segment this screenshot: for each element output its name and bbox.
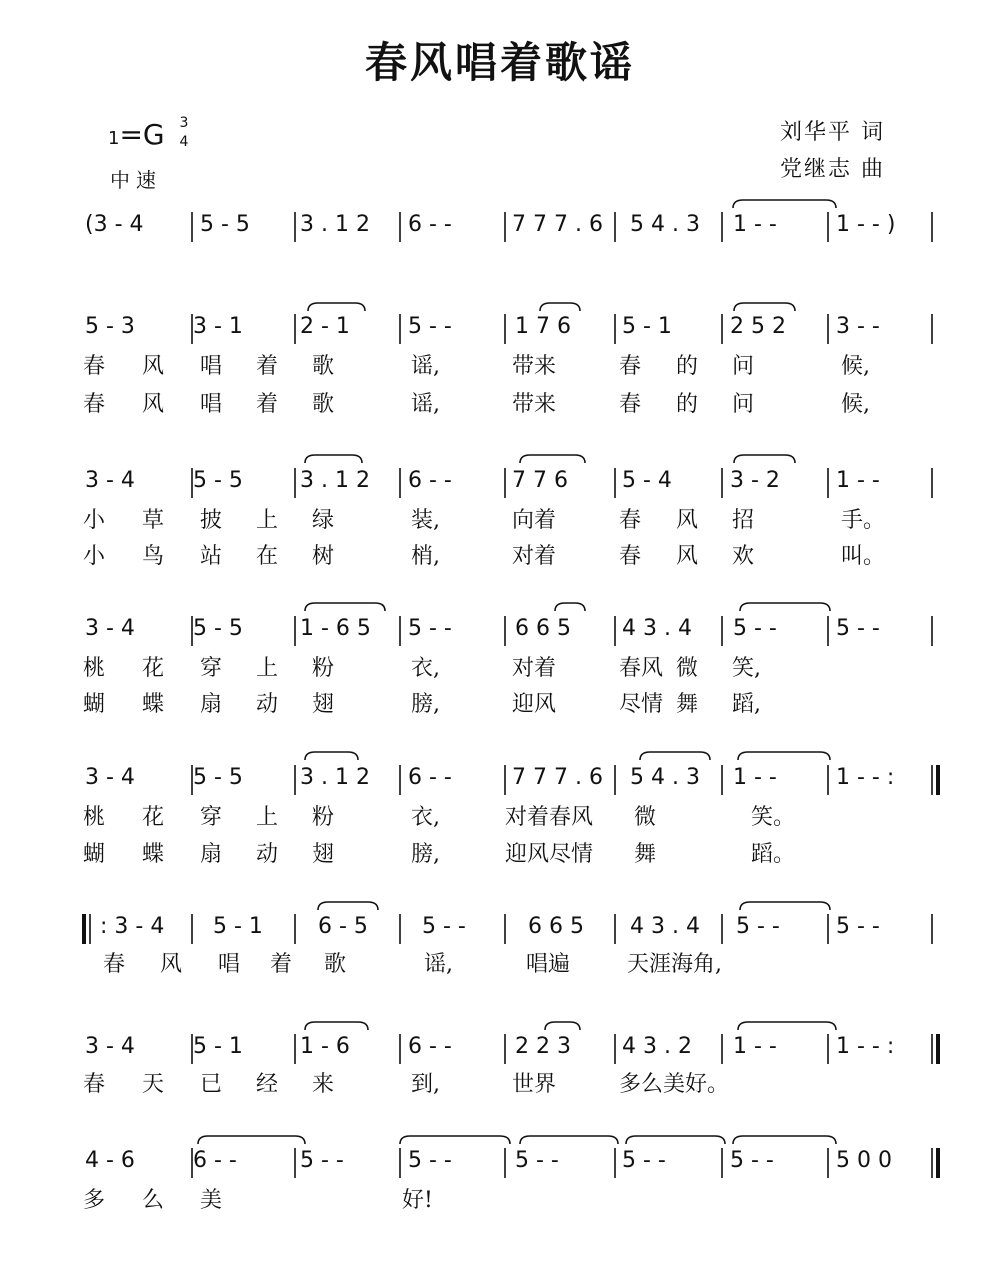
measure: 2 5 2 [730, 314, 786, 339]
lyric-word: 扇 [200, 692, 223, 717]
lyric-word: 春风 [619, 656, 664, 681]
lyric-word: 多么美好。 [619, 1072, 730, 1097]
lyric-word: 翅 [312, 842, 335, 867]
lyric-word: 唱 [200, 354, 223, 379]
time-signature-top: 3 [179, 115, 189, 131]
measure: 5 - - [300, 1148, 344, 1173]
measure: 4 3 . 2 [622, 1034, 692, 1059]
measure: (3 - 4 [85, 212, 144, 237]
lyric-word: 向着 [512, 508, 557, 533]
measure: 6 - 5 [318, 914, 368, 939]
measure: 5 - 5 [193, 765, 243, 790]
measure: : 3 - 4 [100, 914, 165, 939]
measure: 5 - 5 [200, 212, 250, 237]
measure: 5 - 4 [622, 468, 672, 493]
lyric-word: 着 [256, 354, 279, 379]
lyric-word: 花 [142, 656, 165, 681]
lyric-word: 迎风 [512, 692, 557, 717]
measure: 5 - - [422, 914, 466, 939]
measure: 5 - 5 [193, 616, 243, 641]
measure: 5 0 0 [836, 1148, 892, 1173]
measure: 3 . 1 2 [300, 765, 370, 790]
lyric-word: 歌 [324, 952, 347, 977]
lyric-word: 在 [256, 544, 279, 569]
lyric-word: 叫。 [841, 544, 886, 569]
key-name: =G [119, 118, 165, 151]
measure: 4 - 6 [85, 1148, 135, 1173]
lyric-word: 世界 [512, 1072, 557, 1097]
tempo-marking: 中速 [110, 168, 162, 192]
measure: 1 - - [836, 468, 880, 493]
measure: 6 - - [408, 468, 452, 493]
measure: 1 - - [733, 765, 777, 790]
lyric-word: 蹈。 [751, 842, 796, 867]
measure: 3 - 4 [85, 1034, 135, 1059]
lyric-word: 欢 [732, 544, 755, 569]
measure: 5 - 1 [193, 1034, 243, 1059]
lyric-word: 天涯海角, [627, 952, 722, 977]
measure: 5 4 . 3 [630, 212, 700, 237]
lyric-word: 粉 [312, 805, 335, 830]
lyric-word: 鸟 [142, 544, 165, 569]
lyric-word: 谣, [424, 952, 453, 977]
measure: 6 - - [193, 1148, 237, 1173]
measure: 4 3 . 4 [622, 616, 692, 641]
lyric-word: 带来 [512, 392, 557, 417]
measure: 4 3 . 4 [630, 914, 700, 939]
time-signature-bottom: 4 [179, 134, 189, 150]
lyric-word: 穿 [200, 805, 223, 830]
lyric-word: 好! [402, 1188, 433, 1213]
lyric-word: 到, [411, 1072, 440, 1097]
measure: 5 - - [836, 914, 880, 939]
lyric-word: 上 [256, 508, 279, 533]
lyric-word: 对着 [512, 544, 557, 569]
lyric-word: 候, [841, 392, 870, 417]
lyric-word: 膀, [411, 842, 440, 867]
measure: 5 - - [408, 314, 452, 339]
measure: 6 6 5 [515, 616, 571, 641]
slur [305, 752, 358, 760]
measure: 5 - - [736, 914, 780, 939]
slur [318, 902, 378, 910]
slur [545, 1022, 580, 1030]
lyric-word: 多 [83, 1188, 106, 1213]
measure: 1 - - [733, 1034, 777, 1059]
measure: 7 7 7 . 6 [512, 212, 603, 237]
lyric-word: 风 [676, 544, 699, 569]
measure: 1 - - : [836, 1034, 895, 1059]
measure: 1 - - [733, 212, 777, 237]
slur [305, 603, 385, 611]
lyric-word: 桃 [83, 805, 106, 830]
measure: 3 - 2 [730, 468, 780, 493]
slur [305, 1022, 368, 1030]
slur [733, 200, 836, 208]
slur [305, 455, 362, 463]
measure: 3 - 4 [85, 765, 135, 790]
lyric-word: 扇 [200, 842, 223, 867]
measure: 5 - - [408, 1148, 452, 1173]
measure: 1 - - : [836, 765, 895, 790]
lyric-word: 舞 [676, 692, 699, 717]
lyric-word: 风 [160, 952, 183, 977]
lyric-word: 对着 [512, 656, 557, 681]
lyric-word: 蝴 [83, 692, 106, 717]
lyric-word: 披 [200, 508, 223, 533]
lyric-word: 蝶 [142, 842, 165, 867]
lyric-word: 春 [619, 392, 642, 417]
measure: 5 - - [836, 616, 880, 641]
lyric-word: 美 [200, 1188, 223, 1213]
lyric-word: 唱遍 [526, 952, 571, 977]
slur [555, 603, 585, 611]
lyric-word: 绿 [312, 508, 335, 533]
lyric-word: 膀, [411, 692, 440, 717]
lyric-word: 歌 [312, 392, 335, 417]
lyric-word: 已 [200, 1072, 223, 1097]
measure: 7 7 7 . 6 [512, 765, 603, 790]
lyric-word: 蝴 [83, 842, 106, 867]
lyric-word: 春 [83, 392, 106, 417]
measure: 3 - 4 [85, 616, 135, 641]
slur [400, 1136, 510, 1144]
lyric-word: 草 [142, 508, 165, 533]
lyric-word: 来 [312, 1072, 335, 1097]
lyric-word: 春 [619, 508, 642, 533]
lyric-word: 带来 [512, 354, 557, 379]
lyric-word: 的 [676, 392, 699, 417]
measure: 1 - 6 [300, 1034, 350, 1059]
lyric-word: 梢, [411, 544, 440, 569]
lyric-word: 衣, [411, 805, 440, 830]
lyric-word: 动 [256, 842, 279, 867]
measure: 3 . 1 2 [300, 468, 370, 493]
slur [626, 1136, 725, 1144]
lyric-word: 的 [676, 354, 699, 379]
lyric-word: 微 [676, 656, 699, 681]
lyric-word: 歌 [312, 354, 335, 379]
slur [308, 303, 365, 311]
lyric-word: 尽情 [619, 692, 664, 717]
lyric-word: 问 [732, 354, 755, 379]
lyric-word: 笑。 [751, 805, 796, 830]
lyric-word: 问 [732, 392, 755, 417]
slur [740, 603, 830, 611]
lyric-word: 春 [619, 544, 642, 569]
lyric-word: 粉 [312, 656, 335, 681]
slur [734, 303, 795, 311]
lyric-word: 经 [256, 1072, 279, 1097]
measure: 5 - - [730, 1148, 774, 1173]
lyric-word: 么 [142, 1188, 165, 1213]
slur [738, 752, 830, 760]
lyric-word: 手。 [841, 508, 886, 533]
measure: 5 4 . 3 [630, 765, 700, 790]
measure: 5 - 1 [622, 314, 672, 339]
measure: 5 - - [515, 1148, 559, 1173]
lyric-word: 着 [270, 952, 293, 977]
lyric-word: 衣, [411, 656, 440, 681]
lyric-word: 动 [256, 692, 279, 717]
lyric-word: 站 [200, 544, 223, 569]
measure: 5 - - [408, 616, 452, 641]
lyric-word: 舞 [634, 842, 657, 867]
lyric-word: 唱 [200, 392, 223, 417]
lyric-word: 笑, [732, 656, 761, 681]
measure: 1 - - ) [836, 212, 896, 237]
lyric-word: 春 [103, 952, 126, 977]
lyric-word: 天 [142, 1072, 165, 1097]
lyric-word: 树 [312, 544, 335, 569]
lyric-word: 谣, [411, 392, 440, 417]
lyric-word: 春 [83, 1072, 106, 1097]
slur [198, 1136, 305, 1144]
slur [520, 455, 585, 463]
lyric-word: 招 [732, 508, 755, 533]
measure: 6 6 5 [528, 914, 584, 939]
lyric-word: 风 [676, 508, 699, 533]
composer-credit: 党继志 曲 [780, 157, 885, 182]
lyric-word: 桃 [83, 656, 106, 681]
measure: 3 - 1 [193, 314, 243, 339]
slur [540, 303, 580, 311]
measure: 1 7 6 [515, 314, 571, 339]
measure: 7 7 6 [512, 468, 568, 493]
lyric-word: 微 [634, 805, 657, 830]
key-prefix: 1 [108, 128, 120, 149]
lyric-word: 上 [256, 805, 279, 830]
measure: 2 - 1 [300, 314, 350, 339]
slur [738, 1022, 836, 1030]
lyric-word: 候, [841, 354, 870, 379]
lyric-word: 对着春风 [505, 805, 594, 830]
lyric-word: 上 [256, 656, 279, 681]
measure: 5 - 3 [85, 314, 135, 339]
lyric-word: 花 [142, 805, 165, 830]
slur [520, 1136, 618, 1144]
lyric-word: 着 [256, 392, 279, 417]
slur [640, 752, 710, 760]
lyricist-credit: 刘华平 词 [780, 120, 885, 145]
measure: 6 - - [408, 1034, 452, 1059]
measure: 2 2 3 [515, 1034, 571, 1059]
lyric-word: 风 [142, 354, 165, 379]
lyric-word: 小 [83, 544, 106, 569]
measure: 3 . 1 2 [300, 212, 370, 237]
slur [734, 455, 795, 463]
song-title: 春风唱着歌谣 [364, 38, 635, 87]
lyric-word: 唱 [218, 952, 241, 977]
measure: 6 - - [408, 765, 452, 790]
lyric-word: 迎风尽情 [505, 842, 594, 867]
lyric-word: 装, [411, 508, 440, 533]
lyric-word: 蹈, [732, 692, 761, 717]
lyric-word: 谣, [411, 354, 440, 379]
lyric-word: 翅 [312, 692, 335, 717]
measure: 5 - - [733, 616, 777, 641]
measure: 3 - 4 [85, 468, 135, 493]
lyric-word: 春 [83, 354, 106, 379]
measure: 5 - 1 [213, 914, 263, 939]
measure: 6 - - [408, 212, 452, 237]
lyric-word: 风 [142, 392, 165, 417]
measure: 5 - 5 [193, 468, 243, 493]
measure: 1 - 6 5 [300, 616, 371, 641]
lyric-word: 小 [83, 508, 106, 533]
lyric-word: 春 [619, 354, 642, 379]
lyric-word: 蝶 [142, 692, 165, 717]
measure: 3 - - [836, 314, 880, 339]
lyric-word: 穿 [200, 656, 223, 681]
slur [740, 902, 830, 910]
measure: 5 - - [622, 1148, 666, 1173]
slur [733, 1136, 836, 1144]
